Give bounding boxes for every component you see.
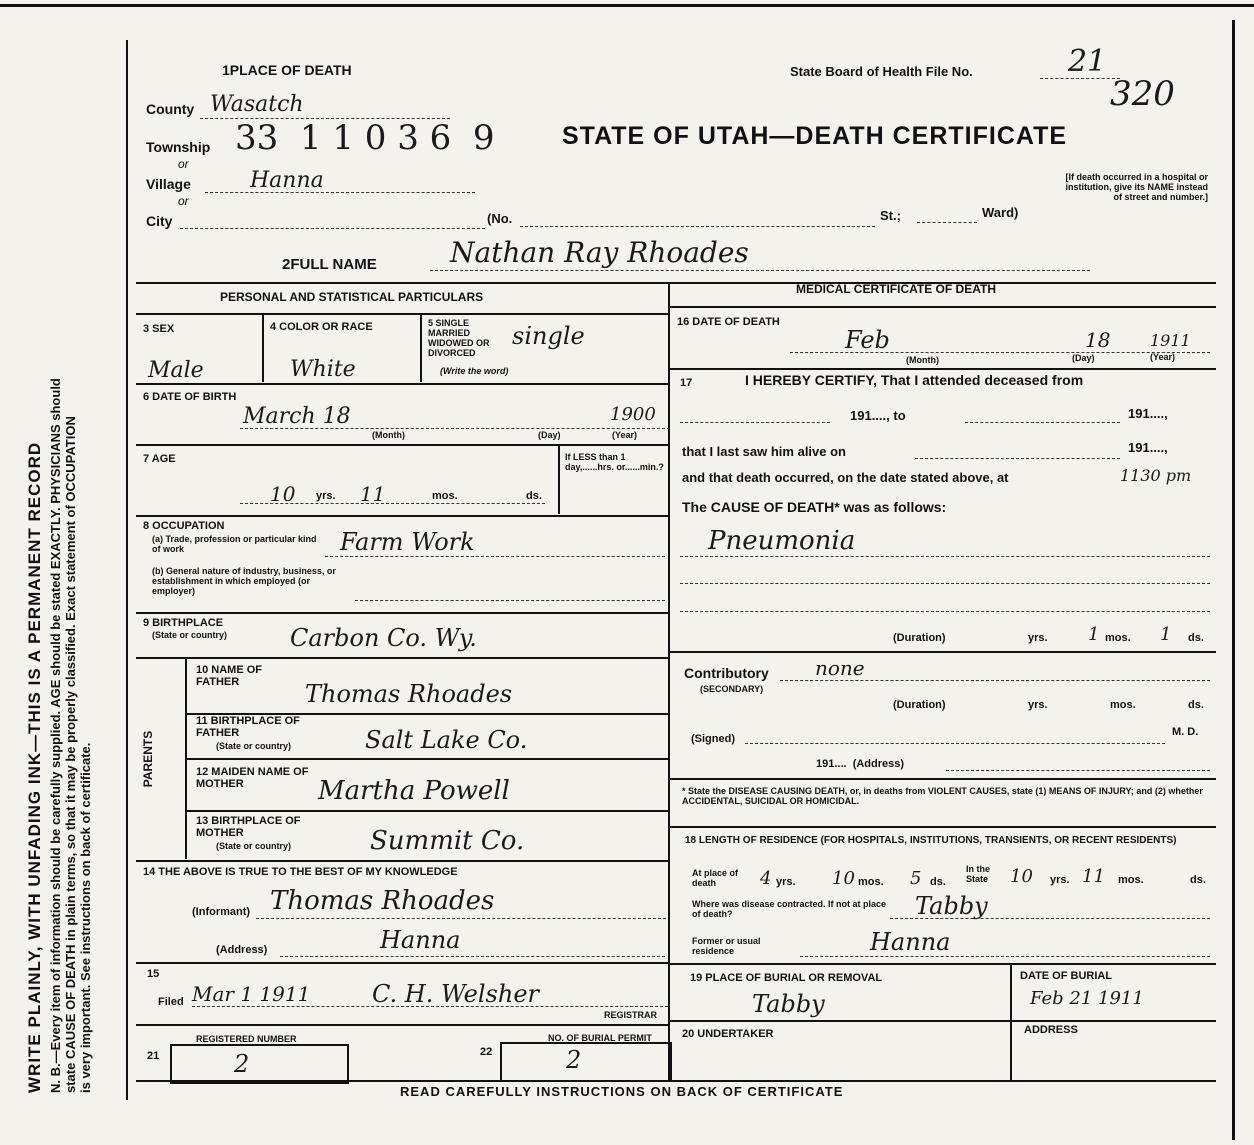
burial-date-value: Feb 21 1911: [1030, 988, 1144, 1009]
dob-month: March 18: [243, 404, 351, 429]
father-bp-sub: (State or country): [216, 741, 292, 751]
age-years: 10: [270, 482, 296, 506]
res-place-ds: 5: [910, 868, 922, 889]
res-state-yrs-label: yrs.: [1050, 874, 1070, 886]
dob-day-label: (Day): [538, 430, 561, 440]
sidebar-main: WRITE PLAINLY, WITH UNFADING INK—THIS IS A PERMANENT RECORD: [25, 441, 44, 1093]
row-informant-bottom: [136, 962, 668, 964]
village-value: Hanna: [250, 168, 324, 193]
address-value: Hanna: [380, 926, 461, 954]
occupation-line: [325, 556, 665, 557]
state-board-label: State Board of Health File No.: [790, 64, 973, 79]
medical-heading: MEDICAL CERTIFICATE OF DEATH: [796, 282, 996, 296]
cert-191c: 191....,: [1128, 440, 1168, 455]
contracted-label: Where was disease contracted. If not at place of death?: [692, 899, 887, 919]
row-signed-bottom: [670, 778, 1216, 780]
city-label: City: [146, 213, 173, 229]
death-time: 1130 pm: [1120, 466, 1192, 485]
contrib-ds-label: ds.: [1188, 699, 1204, 711]
residence-label: 18 LENGTH OF RESIDENCE (FOR HOSPITALS, INSTITUTIONS, TRANSIENTS, OR RECENT RESIDENTS): [685, 835, 1177, 846]
grid-center: [668, 282, 670, 1082]
age-ds-label: ds.: [526, 490, 542, 502]
filed-line: [192, 1006, 668, 1007]
medical-heading-underline: [670, 306, 1216, 308]
address-label-2: ADDRESS: [1024, 1024, 1078, 1036]
or-2: or: [178, 194, 189, 208]
row-residence-bottom: [670, 963, 1216, 965]
at-place-label: At place of death: [692, 868, 739, 888]
age-mos-label: mos.: [432, 490, 458, 502]
dod-label: 16 DATE OF DEATH: [677, 316, 780, 328]
row-cause-bottom: [670, 651, 1216, 653]
marital-note: (Write the word): [440, 366, 509, 376]
footnote: * State the DISEASE CAUSING DEATH, or, in deaths from VIOLENT CAUSES, state (1) MEANS OF INJURY; and (2) whether ACCIDENTAL, SUICIDAL OR HOMICIDAL.: [682, 786, 1203, 806]
informant-line: [256, 918, 666, 919]
contrib-duration-label: (Duration): [893, 699, 946, 711]
contrib-mos-label: mos.: [1110, 699, 1136, 711]
occupation-label: 8 OCCUPATION: [143, 520, 225, 532]
birthplace-value: Carbon Co. Wy.: [290, 624, 477, 652]
row-age-bottom: [136, 515, 668, 517]
row-mother-bottom: [187, 810, 668, 812]
medical-address-line: [946, 770, 1210, 771]
last-saw-line: [915, 458, 1120, 459]
res-state-yrs: 10: [1010, 866, 1033, 887]
duration-mos: 1: [1088, 624, 1100, 645]
full-name-value: Nathan Ray Rhoades: [450, 236, 749, 269]
cert-num: 17: [680, 377, 693, 389]
duration-ds: 1: [1160, 624, 1172, 645]
res-place-mos: 10: [832, 868, 855, 889]
certificate-title: STATE OF UTAH—DEATH CERTIFICATE: [562, 122, 1068, 150]
contracted-line: [890, 918, 1210, 919]
reg-number-box: [170, 1044, 349, 1084]
parents-label: PARENTS: [141, 730, 156, 788]
dob-label: 6 DATE OF BIRTH: [143, 391, 237, 403]
address-191: 191.... (Address): [816, 758, 905, 770]
sex-divider: [262, 314, 264, 382]
sidebar-nb2: state CAUSE OF DEATH in plain terms, so that it may be properly classified. Exact statement of OCCUPATION: [63, 416, 78, 1093]
reg-number-value: 2: [234, 1050, 250, 1078]
row-dod-bottom: [670, 368, 1216, 370]
no-line: [520, 226, 875, 227]
st-label: St.;: [880, 208, 901, 223]
city-line: [180, 228, 485, 229]
dod-year-label: (Year): [1150, 352, 1176, 362]
grid-top: [136, 282, 1216, 284]
father-value: Thomas Rhoades: [305, 680, 513, 708]
row-dob-bottom: [136, 444, 668, 446]
cause-line-2: [680, 583, 1210, 584]
color-value: White: [290, 357, 356, 382]
former-label: Former or usual residence: [692, 936, 761, 956]
dob-line: [240, 428, 670, 429]
age-less-note: If LESS than 1 day,......hrs. or......min.?: [565, 452, 664, 472]
mother-bp-value: Summit Co.: [370, 826, 525, 856]
birthplace-sub: (State or country): [152, 630, 228, 640]
township-label: Township: [146, 139, 211, 155]
sidebar-text: [27, 93, 93, 1093]
occupation-a-label: (a) Trade, profession or particular kind of work: [152, 534, 317, 554]
filed-label: Filed: [158, 996, 184, 1008]
dod-day: 18: [1085, 328, 1111, 352]
in-state-label: In the State: [966, 864, 990, 884]
age-yrs-label: yrs.: [316, 490, 336, 502]
res-state-ds-label: ds.: [1190, 874, 1206, 886]
burial-permit-label: NO. OF BURIAL PERMIT: [548, 1033, 652, 1043]
last-saw-text: that I last saw him alive on: [682, 444, 846, 459]
color-divider: [420, 314, 422, 382]
mother-label: 12 MAIDEN NAME OF MOTHER: [196, 766, 309, 790]
occupation-value: Farm Work: [340, 528, 475, 556]
duration-label: (Duration): [893, 632, 946, 644]
true-label: 14 THE ABOVE IS TRUE TO THE BEST OF MY KNOWLEDGE: [143, 866, 458, 878]
burial-divider: [1010, 964, 1012, 1082]
burial-permit-value: 2: [566, 1046, 582, 1074]
age-line: [240, 503, 545, 504]
filed-number: 15: [147, 968, 160, 980]
sidebar-nb3: is very important. See instructions on back of certificate.: [78, 742, 93, 1093]
file-no-2: 320: [1110, 74, 1175, 114]
res-place-mos-label: mos.: [858, 876, 884, 888]
cause-line-1: [680, 556, 1210, 557]
row-burial-bottom: [670, 1020, 1216, 1022]
duration-mos-label: mos.: [1105, 632, 1131, 644]
father-label: 10 NAME OF FATHER: [196, 664, 263, 688]
place-of-death-label: 1PLACE OF DEATH: [222, 62, 352, 78]
address-line: [280, 956, 665, 957]
occupation-b-label: (b) General nature of industry, business, or establishment in which employed (or employer): [152, 566, 336, 596]
res-place-ds-label: ds.: [930, 876, 946, 888]
sex-value: Male: [148, 358, 204, 383]
full-name-label: 2FULL NAME: [282, 256, 377, 273]
dod-day-label: (Day): [1072, 353, 1095, 363]
row-filed-bottom: [136, 1024, 668, 1026]
sidebar-nb1: N. B.—Every item of information should be carefully supplied. AGE should be stated EXACTLY. PHYSICIANS should: [48, 378, 63, 1093]
res-state-mos-label: mos.: [1118, 874, 1144, 886]
row-sex-bottom: [136, 383, 668, 385]
res-place-yrs-label: yrs.: [776, 876, 796, 888]
county-value: Wasatch: [210, 92, 304, 117]
contributory-line: [780, 680, 1210, 681]
contrib-yrs-label: yrs.: [1028, 699, 1048, 711]
row-father-bp-bottom: [187, 758, 668, 760]
father-bp-label: 11 BIRTHPLACE OF FATHER: [196, 715, 300, 739]
hospital-note: [If death occurred in a hospital or institution, give its NAME instead of street and number.]: [1065, 172, 1208, 202]
former-line: [800, 956, 1210, 957]
dod-line: [790, 352, 1210, 353]
mother-bp-sub: (State or country): [216, 841, 292, 851]
undertaker-label: 20 UNDERTAKER: [682, 1028, 774, 1040]
footer-text: READ CAREFULLY INSTRUCTIONS ON BACK OF CERTIFICATE: [400, 1084, 844, 1099]
cause-label: The CAUSE OF DEATH* was as follows:: [682, 499, 947, 515]
burial-place-value: Tabby: [752, 990, 825, 1018]
mother-value: Martha Powell: [318, 776, 510, 806]
age-divider: [558, 446, 560, 514]
registrar-label: REGISTRAR: [604, 1010, 658, 1020]
cert-191a: 191...., to: [850, 408, 906, 423]
row-birthplace-bottom: [136, 657, 668, 659]
reg-number-idx: 21: [147, 1050, 160, 1062]
row-footnote-bottom: [670, 826, 1216, 828]
burial-place-label: 19 PLACE OF BURIAL OR REMOVAL: [690, 972, 883, 984]
personal-heading: PERSONAL AND STATISTICAL PARTICULARS: [220, 290, 484, 304]
marital-value: single: [512, 322, 585, 350]
burial-date-label: DATE OF BURIAL: [1020, 970, 1113, 982]
res-state-mos: 11: [1082, 866, 1105, 887]
mother-bp-label: 13 BIRTHPLACE OF MOTHER: [196, 815, 301, 839]
burial-permit-idx: 22: [480, 1046, 493, 1058]
right-border: [1232, 20, 1235, 1140]
no-label: (No.: [487, 211, 513, 226]
age-months: 11: [360, 482, 386, 506]
informant-label: (Informant): [192, 906, 251, 918]
form-left-border: [126, 40, 128, 1100]
former-value: Hanna: [870, 928, 951, 956]
reg-number-label: REGISTERED NUMBER: [196, 1034, 297, 1044]
contributory-label: Contributory: [684, 665, 769, 681]
dod-year: 1911: [1150, 331, 1191, 350]
ward-line: [917, 222, 977, 223]
color-label: 4 COLOR OR RACE: [270, 321, 373, 333]
contracted-value: Tabby: [915, 892, 988, 920]
certify-line-2: [965, 422, 1120, 423]
certify-text: I HEREBY CERTIFY, That I attended deceased from: [745, 372, 1084, 388]
village-label: Village: [146, 176, 191, 192]
dod-month: Feb: [845, 326, 890, 354]
personal-heading-underline: [136, 313, 668, 315]
registrar-name: C. H. Welsher: [372, 980, 539, 1008]
duration-yrs-label: yrs.: [1028, 632, 1048, 644]
township-code: 33 1 1 0 3 6 9: [235, 118, 495, 158]
row-occ-bottom: [136, 612, 668, 614]
sex-label: 3 SEX: [143, 323, 175, 335]
grid-bottom: [136, 1080, 1216, 1082]
signed-label: (Signed): [691, 733, 735, 745]
county-label: County: [146, 101, 195, 117]
md-label: M. D.: [1172, 726, 1199, 738]
ward-label: Ward): [982, 205, 1019, 220]
filed-date: Mar 1 1911: [192, 982, 311, 1006]
top-border: [0, 4, 1254, 7]
birthplace-label: 9 BIRTHPLACE: [143, 617, 224, 629]
row-mother-bp-bottom: [136, 860, 668, 862]
res-place-yrs: 4: [760, 868, 772, 889]
informant-value: Thomas Rhoades: [270, 886, 495, 916]
contributory-value: none: [815, 656, 865, 680]
dob-month-label: (Month): [372, 430, 405, 440]
marital-label: 5 SINGLE MARRIED WIDOWED OR DIVORCED: [428, 318, 490, 358]
cause-line-3: [680, 611, 1210, 612]
duration-ds-label: ds.: [1188, 632, 1204, 644]
signed-line: [745, 743, 1165, 744]
occupation-b-line: [355, 600, 665, 601]
dod-month-label: (Month): [906, 355, 939, 365]
burial-permit-box: [500, 1042, 672, 1082]
certify-line-1: [680, 422, 830, 423]
contributory-sub: (SECONDARY): [700, 684, 764, 694]
cause-value: Pneumonia: [708, 526, 856, 556]
or-1: or: [178, 157, 189, 171]
full-name-line: [430, 270, 1090, 271]
dob-year-label: (Year): [612, 430, 638, 440]
village-line: [205, 192, 475, 193]
death-occurred-text: and that death occurred, on the date stated above, at: [682, 470, 1009, 485]
father-bp-value: Salt Lake Co.: [365, 726, 528, 754]
file-no: 21: [1068, 44, 1107, 79]
dob-year: 1900: [610, 404, 656, 425]
cert-191b: 191....,: [1128, 406, 1168, 421]
age-label: 7 AGE: [143, 453, 176, 465]
address-label: (Address): [216, 944, 268, 956]
